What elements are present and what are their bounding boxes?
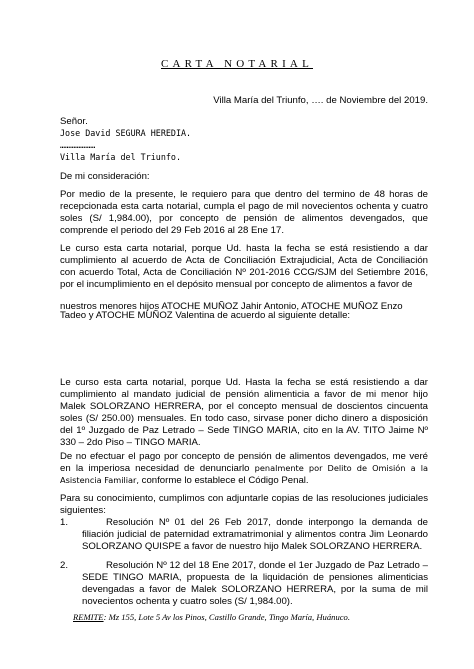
paragraph-2-overlap-line-1: nuestros menores hijos ATOCHE MUÑOZ Jahir Antonio, ATOCHE MUÑOZ Enzo xyxy=(60,301,403,312)
paragraph-4 xyxy=(60,451,428,487)
list-item-text: Resolución Nº 01 del 26 Feb 2017, donde interpongo la demanda de filiación judicial de paternidad extramatrimonial y alimentos contra Jim Leonardo SOLORZANO QUISPE a favor de nuestro hijo Malek SOLORZANO HERRERA. xyxy=(82,517,428,552)
paragraph-3: Le curso esta carta notarial, porque Ud. Hasta la fecha se está resistiendo a dar cumplimiento al mandato judicial de pensión alimenticia a favor de mi menor hijo Malek SOLORZANO HERRERA, por el concepto mensual de doscientos cincuenta soles (S/ 250.00) mensuales. En todo caso, sirvase poner dicho dinero a disposición del 1º Juzgado de Paz Letrado – Sede TINGO MARIA, cito en la AV. TITO Jaime Nº 330 – 2do Piso – TINGO MARIA. xyxy=(60,377,428,448)
list-item xyxy=(60,560,428,608)
document-title: CARTA NOTARIAL xyxy=(160,58,313,70)
sender-text: : Mz 155, Lote 5 Av los Pinos, Castillo Grande, Tingo María, Huánuco. xyxy=(103,612,351,622)
greeting: De mi consideración: xyxy=(60,171,150,182)
list-item-text: Resolución Nº 12 del 18 Ene 2017, donde el 1er Juzgado de Paz Letrado – SEDE TINGO MARIA, propuesta de la liquidación de pensiones alimenticias devengadas a favor de Malek SOLORZANO HERRERA, por la suma de mil novecientos ochenta y cuatro soles (S/ 1,984.00). xyxy=(82,560,428,607)
recipient-name: Jose David SEGURA HEREDIA. xyxy=(60,128,192,138)
paragraph-5: Para su conocimiento, cumplimos con adjuntarle copias de las resoluciones judiciales siguientes: xyxy=(60,493,428,516)
sender-label: REMITE xyxy=(73,612,104,622)
recipient-salutation: Señor. xyxy=(60,116,88,127)
sender-address xyxy=(73,612,350,624)
paragraph-4-part-b: penalmente por Delito de Omisión a la Asistencia Familiar, xyxy=(60,462,428,485)
paragraph-2: Le curso esta carta notarial, porque Ud. hasta la fecha se está resistiendo a dar cumplimiento al acuerdo de Acta de Conciliación Extrajudicial, Acta de Conciliación con acuerdo Total, Acta de Conciliación Nº 201-2016 CCG/SJM del Setiembre 2016, por el incumplimiento en el depósito mensual por concepto de alimentos a favor de xyxy=(60,243,428,290)
date-line: Villa María del Triunfo, …. de Noviembre del 2019. xyxy=(213,95,428,106)
paragraph-4-part-c: conforme lo establece el Código Penal. xyxy=(141,474,309,486)
list-item xyxy=(60,517,428,553)
recipient-city: Villa María del Triunfo. xyxy=(60,152,182,162)
paragraph-1: Por medio de la presente, le requiero para que dentro del termino de 48 horas de recepcionada esta carta notarial, cumpla el pago de mil novecientos ochenta y cuatro soles (S/ 1,984.00), por concepto de pensión de alimentos devengados, que comprende el periodo del 29 Feb 2016 al 28 Ene 17. xyxy=(60,189,428,236)
paragraph-2-overlap-line-2: Tadeo y ATOCHE MUÑOZ Valentina de acuerdo al siguiente detalle: xyxy=(60,310,351,321)
list-item-number: 1. xyxy=(60,517,69,528)
list-item-number: 2. xyxy=(60,560,69,571)
paragraph-4-part-a: De no efectuar el pago por concepto de pensión de alimentos devengados, me veré en la imperiosa necesidad de denunciarlo xyxy=(60,451,428,474)
recipient-address: ………………… xyxy=(60,140,96,150)
